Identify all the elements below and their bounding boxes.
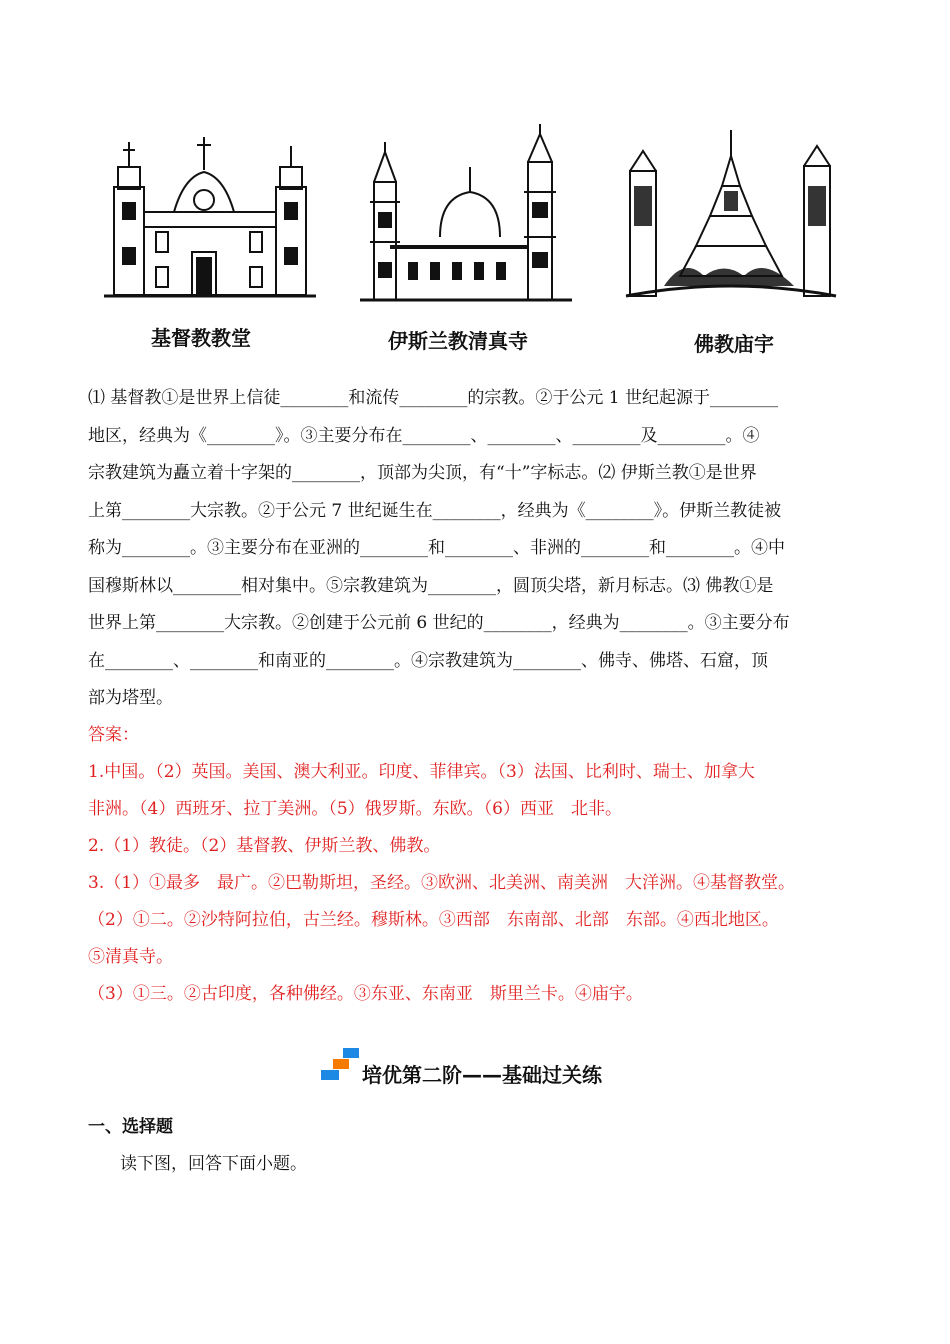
question-line: 国穆斯林以________相对集中。⑤宗教建筑为________，圆顶尖塔，新月标志。⑶ 佛教①是 [88, 575, 774, 596]
caption-temple: 佛教庙宇 [694, 332, 774, 356]
question-line: 上第________大宗教。②于公元 7 世纪诞生在________，经典为《________》。伊斯兰教徒被 [88, 500, 782, 521]
question-line: 世界上第________大宗教。②创建于公元前 6 世纪的________，经典为________。③主要分布 [88, 613, 790, 633]
answer-line: 3.（1）①最多 最广。②巴勒斯坦，圣经。③欧洲、北美洲、南美洲 大洋洲。④基督教堂。 [88, 873, 796, 893]
answer-line: ⑤清真寺。 [88, 947, 173, 967]
caption-church: 基督教教堂 [151, 326, 251, 350]
question-line: ⑴ 基督教①是世界上信徒________和流传________的宗教。②于公元 1 世纪起源于________ [88, 388, 779, 408]
answer-line: （3）①三。②古印度，各种佛经。③东亚、东南亚 斯里兰卡。④庙宇。 [88, 984, 643, 1004]
question-line: 宗教建筑为矗立着十字架的________，顶部为尖顶，有“十”字标志。⑵ 伊斯兰教①是世界 [88, 463, 757, 483]
answer-line: 非洲。（4）西班牙、拉丁美洲。（5）俄罗斯。东欧。（6）西亚 北非。 [88, 799, 622, 819]
question-line: 部为塔型。 [88, 688, 173, 708]
temple-drawing [624, 126, 838, 304]
stairs-logo-icon [321, 1048, 361, 1082]
section-title: 培优第二阶——基础过关练 [362, 1063, 602, 1087]
question-line: 称为________。③主要分布在亚洲的________和________、非洲的________和________。④中 [88, 538, 785, 558]
section-heading: 一、选择题 [88, 1117, 173, 1137]
question-block [88, 380, 878, 718]
church-drawing [104, 132, 316, 300]
question-prompt: 读下图，回答下面小题。 [120, 1154, 307, 1174]
answer-block [88, 717, 888, 1013]
answer-line: 1.中国。（2）英国。美国、澳大利亚。印度、菲律宾。（3）法国、比利时、瑞士、加拿大 [88, 762, 755, 782]
mosque-drawing [360, 122, 572, 304]
answer-line: 2.（1）教徒。（2）基督教、伊斯兰教、佛教。 [88, 836, 441, 856]
answer-line: （2）①二。②沙特阿拉伯，古兰经。穆斯林。③西部 东南部、北部 东部。④西北地区。 [88, 910, 779, 930]
answer-label: 答案： [88, 725, 139, 745]
question-line: 在________、________和南亚的________。④宗教建筑为________、佛寺、佛塔、石窟，顶 [88, 650, 768, 671]
caption-mosque: 伊斯兰教清真寺 [388, 329, 528, 353]
question-line: 地区，经典为《________》。③主要分布在________、________、________及________。④ [88, 425, 760, 446]
